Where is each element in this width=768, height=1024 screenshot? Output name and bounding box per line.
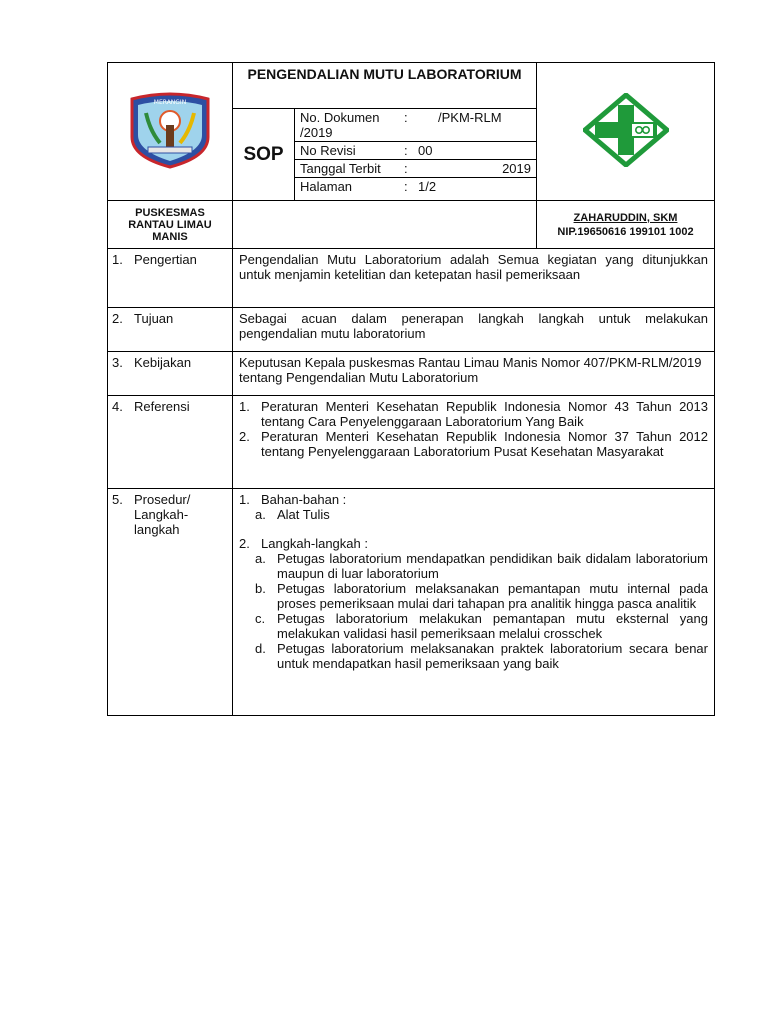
sop-label: SOP [233,109,295,201]
meta-value: 00 [413,142,536,160]
list-item [239,641,708,671]
section-body-kebijakan: Keputusan Kepala puskesmas Rantau Limau Manis Nomor 407/PKM-RLM/2019 tentang Pengendalian Mutu Laboratorium [233,352,715,396]
section-number: 1. [112,252,123,267]
section-body-pengertian: Pengendalian Mutu Laboratorium adalah Semua kegiatan yang ditunjukkan untuk menjamin ketelitian dan ketepatan hasil pemeriksaan [233,249,715,308]
section-label-tujuan [108,308,233,352]
meta-sep: : [399,160,413,178]
section-number: 3. [112,355,123,370]
list-text: Peraturan Menteri Kesehatan Republik Indonesia Nomor 43 Tahun 2013 tentang Cara Penyelenggaraan Laboratorium Yang Baik [261,399,708,429]
meta-label: Halaman [300,179,353,194]
list-item [239,611,708,641]
sop-document [107,62,714,716]
meta-row-dokumen [295,109,536,142]
signer-nip: NIP.19650616 199101 1002 [557,225,694,238]
meta-value: 1/2 [418,179,437,194]
section-number: 5. [112,492,123,507]
list-number: 2. [239,429,250,444]
list-item [239,581,708,611]
meta-value: /PKM-RLM /2019 [300,110,502,140]
section-label: Referensi [134,399,190,414]
list-number: 1. [239,399,250,414]
section-body-tujuan: Sebagai acuan dalam penerapan langkah langkah untuk melakukan pengendalian mutu laboratorium [233,308,715,352]
meta-sep: : [399,142,413,160]
document-meta-table [295,109,536,195]
meta-label: No Revisi [295,142,399,160]
sop-table [107,62,715,716]
merangin-logo-cell [108,63,233,201]
list-item [239,399,708,429]
section-label-referensi [108,396,233,489]
list-number: a. [255,507,266,522]
section-label-pengertian [108,249,233,308]
blank-cell [233,201,537,249]
list-text: Alat Tulis [277,507,330,522]
meta-row-halaman [295,178,536,196]
list-text: Peraturan Menteri Kesehatan Republik Indonesia Nomor 37 Tahun 2012 tentang Penyelenggaraan Laboratorium Pusat Kesehatan Masyarakat [261,429,708,459]
section-body-prosedur [233,489,715,716]
section-label: Pengertian [134,252,197,267]
section-number: 4. [112,399,123,414]
meta-label: Tanggal Terbit [295,160,399,178]
list-text: Petugas laboratorium melaksanakan praktek laboratorium secara benar untuk mendapatkan hasil pemeriksaan yang baik [277,641,708,671]
section-label-prosedur [108,489,233,716]
document-title: PENGENDALIAN MUTU LABORATORIUM [233,63,537,109]
list-text: Bahan-bahan : [261,492,347,507]
section-label: Prosedur/ Langkah-langkah [134,492,191,537]
list-number: d. [255,641,266,656]
section-label: Tujuan [134,311,174,326]
signer-name: ZAHARUDDIN, SKM [573,211,678,224]
institution-name: PUSKESMAS RANTAU LIMAU MANIS [108,201,233,249]
list-item [239,551,708,581]
list-item [239,492,708,507]
svg-text:MERANGIN: MERANGIN [153,99,187,106]
list-text: Petugas laboratorium mendapatkan pendidikan baik didalam laboratorium maupun di luar laboratorium [277,551,708,581]
merangin-emblem-icon [126,91,214,169]
list-number: c. [255,611,266,626]
meta-sep: : [404,179,408,194]
list-number: 1. [239,492,250,507]
list-text: Petugas laboratorium melaksanakan pemantapan mutu internal pada proses pemeriksaan mulai dari tahapan pra analitik hingga pasca analitik [277,581,708,611]
list-number: a. [255,551,266,566]
list-text: Petugas laboratorium melakukan pemantapan mutu eksternal yang melakukan validasi hasil pemeriksaan melalui crosschek [277,611,708,641]
section-label-kebijakan [108,352,233,396]
meta-sep: : [404,110,408,125]
list-item [239,507,708,522]
section-number: 2. [112,311,123,326]
list-number: 2. [239,536,250,551]
list-text: Langkah-langkah : [261,536,368,551]
section-body-referensi [233,396,715,489]
meta-value: 2019 [413,160,536,178]
meta-row-revisi [295,142,536,160]
document-meta-cell [295,109,537,201]
signer-cell [537,201,715,249]
meta-label: No. Dokumen [300,110,380,125]
list-item [239,429,708,459]
list-number: b. [255,581,266,596]
meta-row-tanggal [295,160,536,178]
spacer [239,522,708,536]
section-label: Kebijakan [134,355,192,370]
puskesmas-cross-icon [583,93,669,167]
puskesmas-logo-cell [537,63,715,201]
list-item [239,536,708,551]
